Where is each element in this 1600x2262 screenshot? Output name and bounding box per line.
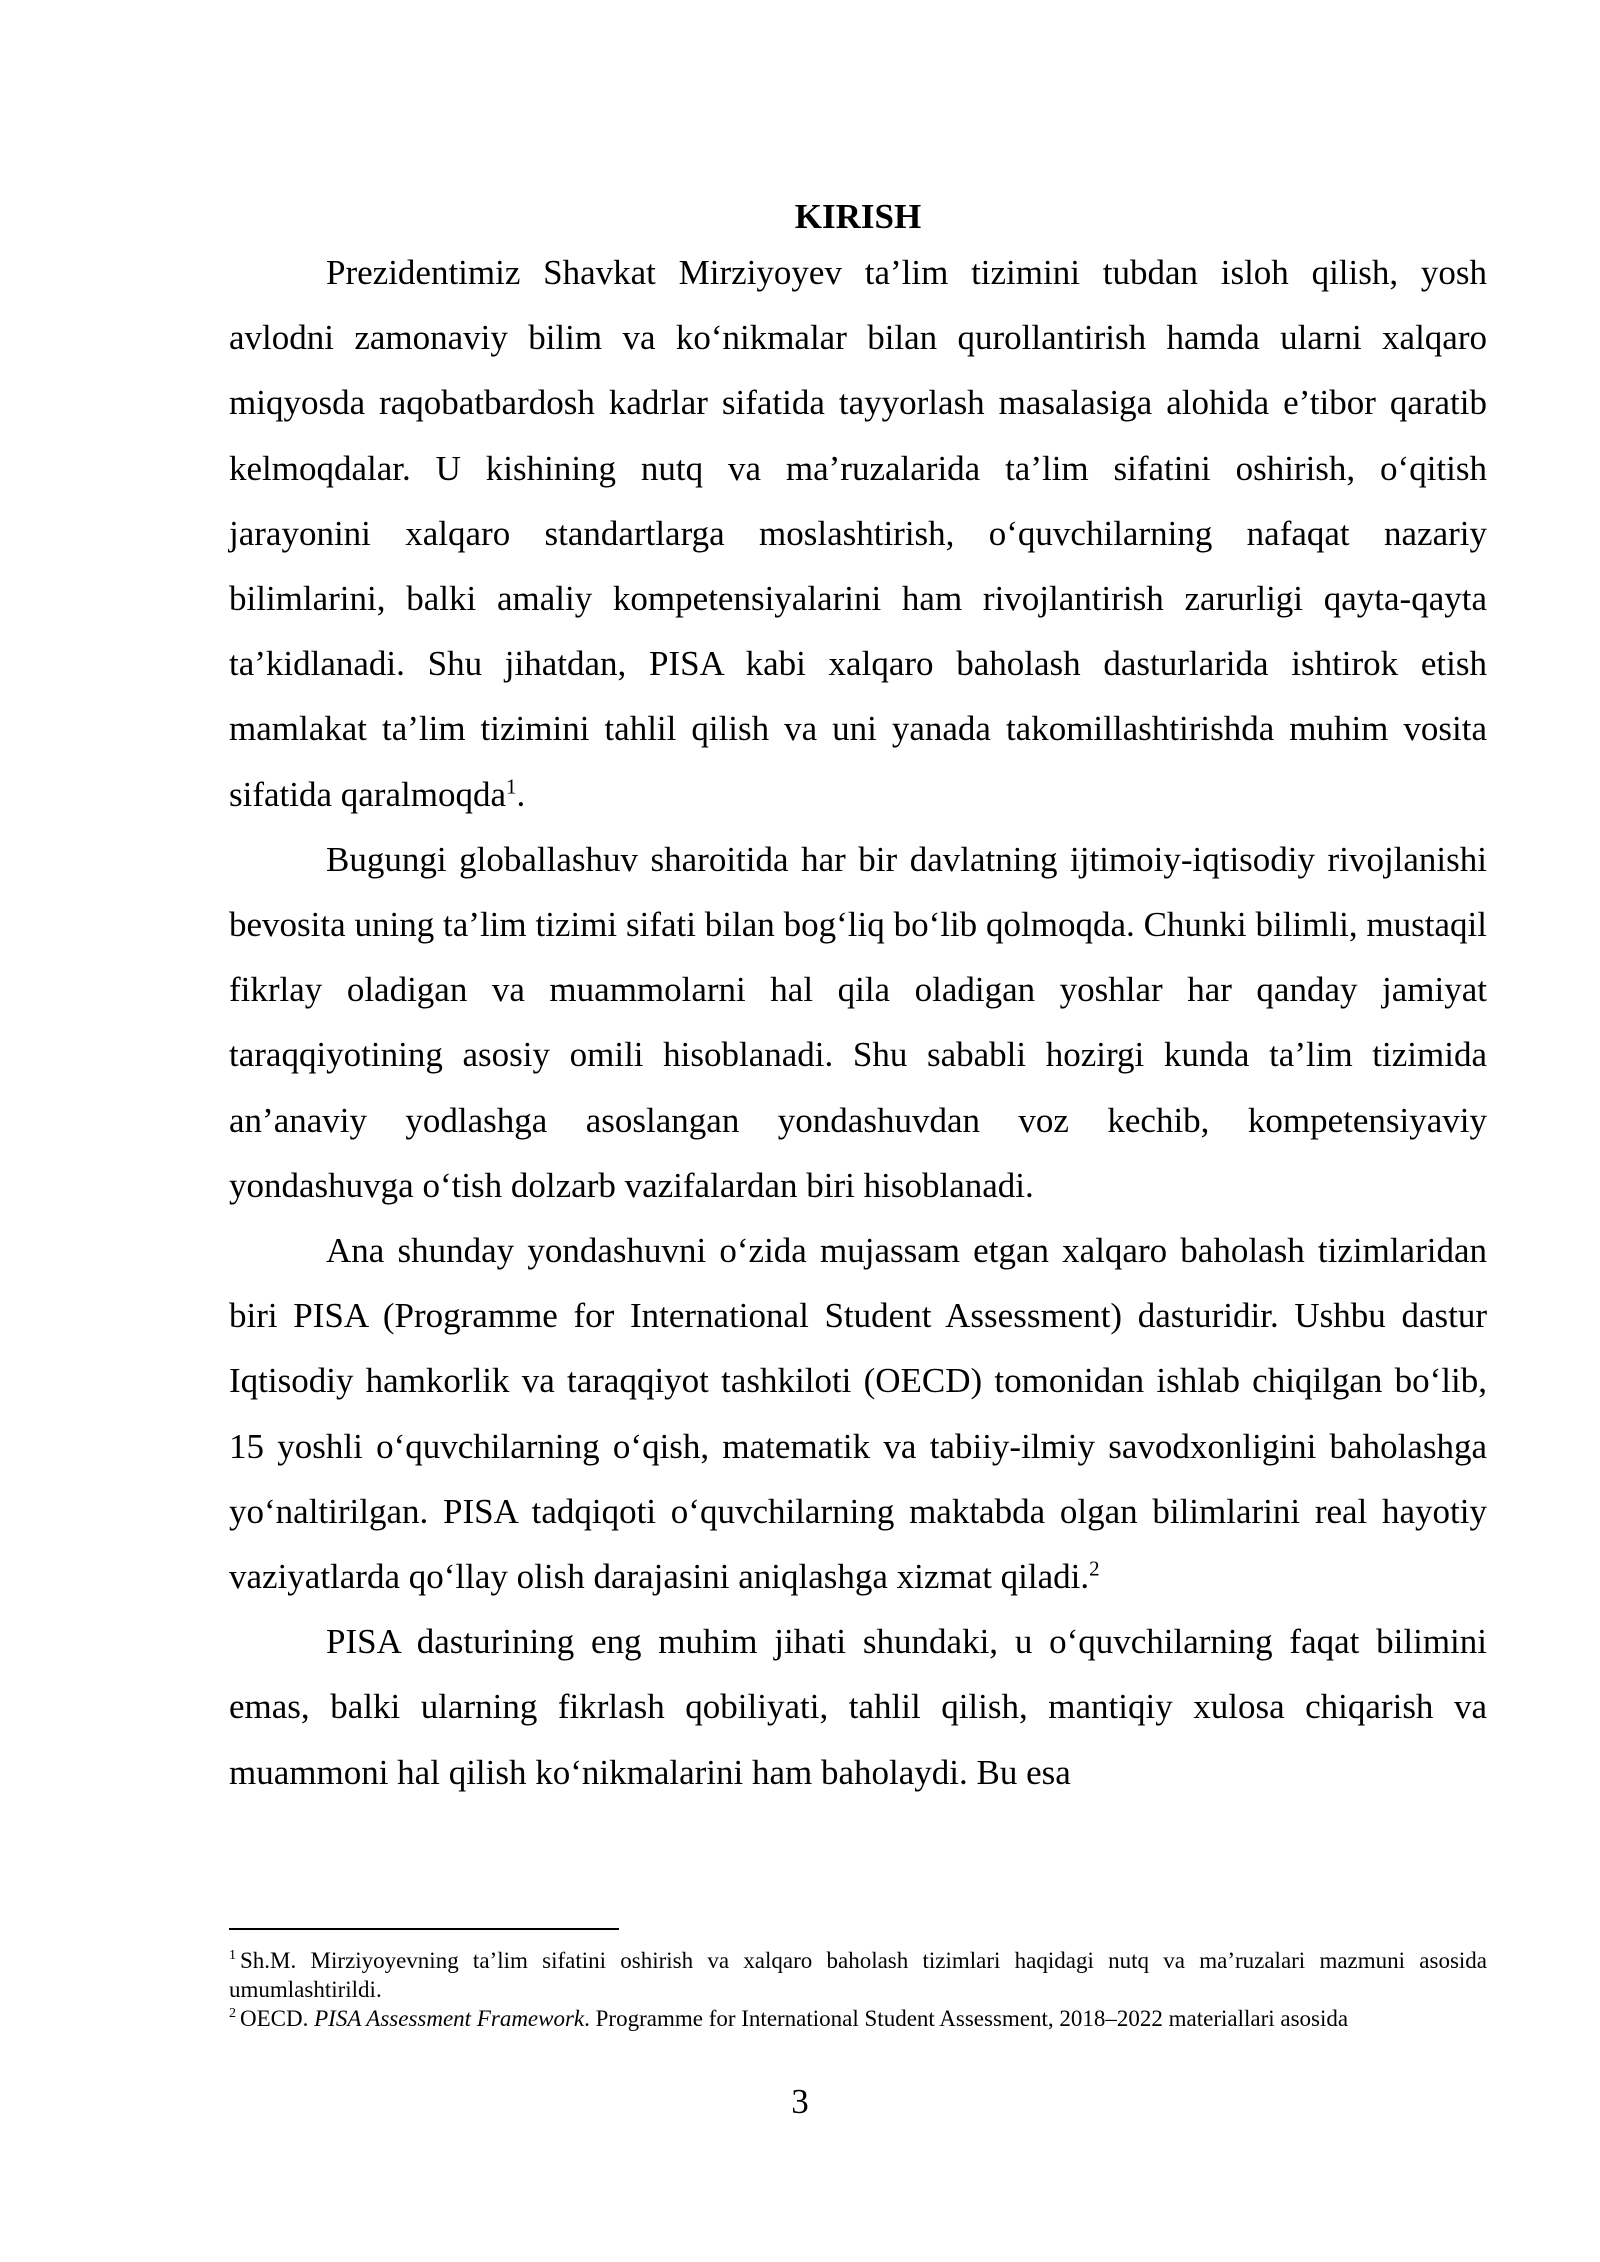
footnote-separator <box>229 1928 619 1930</box>
footnote-1 <box>229 1946 1487 2004</box>
footnote-2-prefix: OECD. <box>240 2006 315 2031</box>
footnote-2-number: 2 <box>229 2006 236 2022</box>
footnotes-section <box>229 1928 1487 2033</box>
paragraph-3-text: Ana shunday yondashuvni o‘zida mujassam etgan xalqaro baholash tizimlaridan biri PISA (Programme for International Student Assessment) dasturidir. Ushbu dastur Iqtisodiy hamkorlik va taraqqiyot tashkiloti (OECD) tomonidan ishlab chiqilgan bo‘lib, 15 yoshli o‘quvchilarning o‘qish, matematik va tabiiy-ilmiy savodxonligini baholashga yo‘naltirilgan. PISA tadqiqoti o‘quvchilarning maktabda olgan bilimlarini real hayotiy vaziyatlarda qo‘llay olish darajasini aniqlashga xizmat qiladi. <box>229 1231 1487 1597</box>
footnote-2-italic-title: PISA Assessment Framework <box>314 2006 585 2031</box>
paragraph-4 <box>229 1609 1487 1805</box>
paragraph-2 <box>229 827 1487 1218</box>
paragraph-4-text: PISA dasturining eng muhim jihati shundaki, u o‘quvchilarning faqat bilimini emas, balki ularning fikrlash qobiliyati, tahlil qilish, mantiqiy xulosa chiqarish va muammoni hal qilish ko‘nikmalarini ham baholaydi. Bu esa <box>229 1622 1487 1792</box>
paragraph-1-text: Prezidentimiz Shavkat Mirziyoyev ta’lim tizimini tubdan isloh qilish, yosh avlodni zamonaviy bilim va ko‘nikmalar bilan qurollantirish hamda ularni xalqaro miqyosda raqobatbardosh kadrlar sifatida tayyorlash masalasiga alohida e’tibor qaratib kelmoqdalar. U kishining nutq va ma’ruzalarida ta’lim sifatini oshirish, o‘qitish jarayonini xalqaro standartlarga moslashtirish, o‘quvchilarning nafaqat nazariy bilimlarini, balki amaliy kompetensiyalarini ham rivojlantirish zarurligi qayta-qayta ta’kidlanadi. Shu jihatdan, PISA kabi xalqaro baholash dasturlarida ishtirok etish mamlakat ta’lim tizimini tahlil qilish va uni yanada takomillashtirishda muhim vosita sifatida qaralmoqda <box>229 253 1487 814</box>
footnote-ref-2[interactable]: 2 <box>1089 1556 1100 1581</box>
footnote-1-text: Sh.M. Mirziyoyevning ta’lim sifatini oshirish va xalqaro baholash tizimlari haqidagi nutq va ma’ruzalari mazmuni asosida umumlashtirildi. <box>229 1948 1487 2002</box>
paragraph-3 <box>229 1218 1487 1609</box>
paragraph-1 <box>229 240 1487 827</box>
section-title: KIRISH <box>794 197 922 236</box>
paragraph-2-text: Bugungi globallashuv sharoitida har bir davlatning ijtimoiy-iqtisodiy rivojlanishi bevosita uning ta’lim tizimi sifati bilan bog‘liq bo‘lib qolmoqda. Chunki bilimli, mustaqil fikrlay oladigan va muammolarni hal qila oladigan yoshlar har qanday jamiyat taraqqiyotining asosiy omili hisoblanadi. Shu sababli hozirgi kunda ta’lim tizimida an’anaviy yodlashga asoslangan yondashuvdan voz kechib, kompetensiyaviy yondashuvga o‘tish dolzarb vazifalardan biri hisoblanadi. <box>229 839 1487 1205</box>
page-body <box>229 190 1487 1805</box>
footnote-2 <box>229 2004 1487 2033</box>
paragraph-1-tail: . <box>516 774 526 814</box>
footnote-ref-1[interactable]: 1 <box>505 773 517 798</box>
footnote-1-number: 1 <box>229 1948 236 1964</box>
footnote-2-text: . Programme for International Student Assessment, 2018–2022 materiallari asosida <box>584 2006 1349 2031</box>
page-number: 3 <box>791 2082 809 2121</box>
